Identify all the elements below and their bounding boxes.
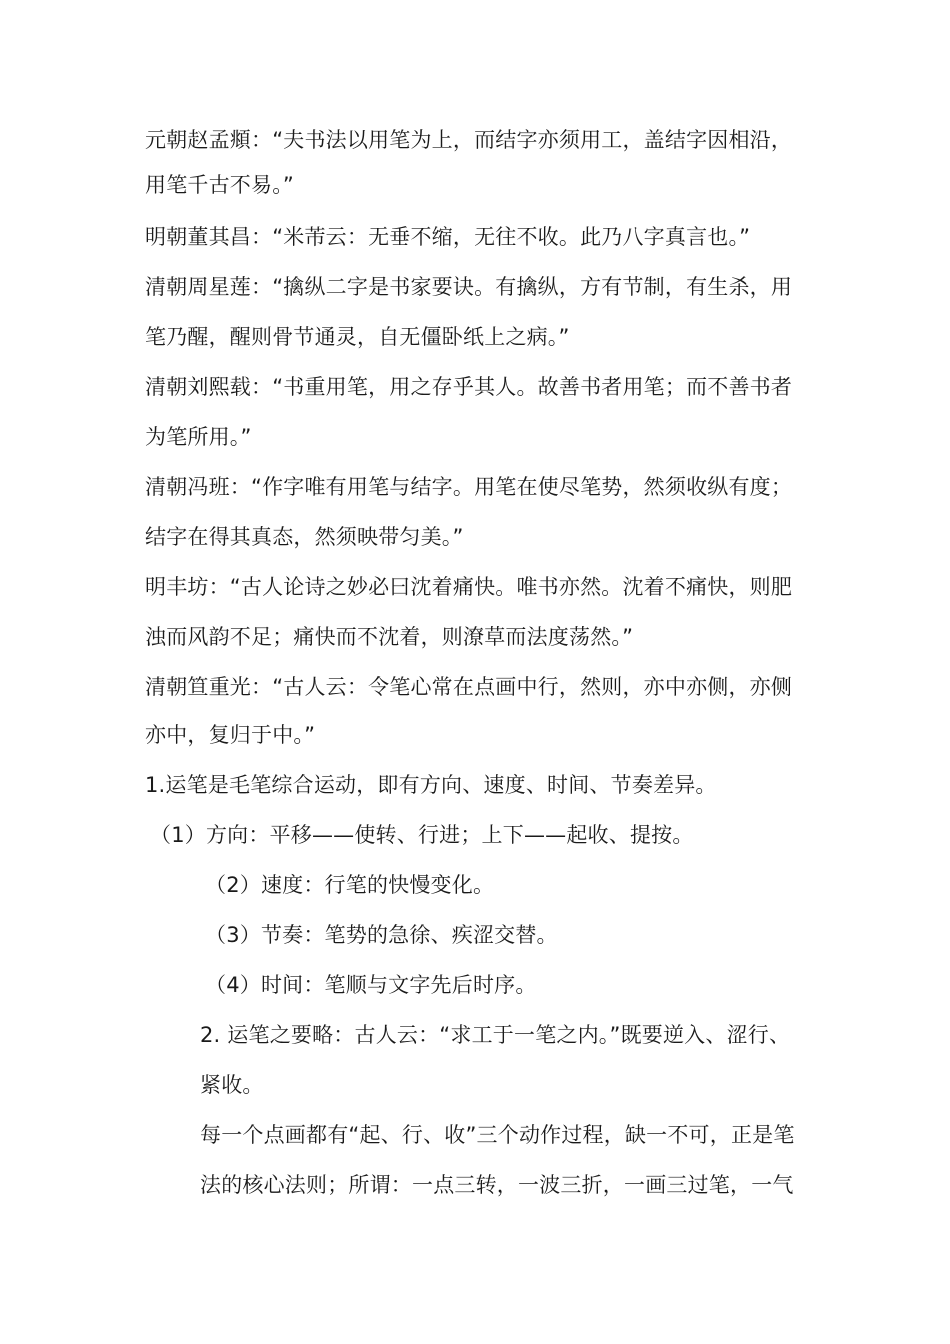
text-line: 元朝赵孟頫：“夫书法以用笔为上，而结字亦须用工，盖结字因相沿， (145, 128, 793, 152)
text-line: 笔乃醒，醒则骨节通灵，自无僵卧纸上之病。” (145, 325, 570, 349)
text-line: 法的核心法则；所谓：一点三转，一波三折，一画三过笔，一气 (200, 1173, 794, 1197)
text-line: 清朝刘熙载：“书重用笔，用之存乎其人。故善书者用笔；而不善书者 (145, 375, 793, 399)
text-line: （4）时间：笔顺与文字先后时序。 (205, 973, 537, 997)
text-line: 每一个点画都有“起、行、收”三个动作过程，缺一不可，正是笔 (200, 1123, 795, 1147)
text-line: （1）方向：平移——使转、行进；上下——起收、提按。 (150, 823, 694, 847)
text-line: （2）速度：行笔的快慢变化。 (205, 873, 495, 897)
text-line: 为笔所用。” (145, 425, 252, 449)
text-line: 浊而风韵不足；痛快而不沈着，则潦草而法度荡然。” (145, 625, 634, 649)
text-line: 明朝董其昌：“米芾云：无垂不缩，无往不收。此乃八字真言也。” (145, 225, 751, 249)
text-line: 清朝笪重光：“古人云：令笔心常在点画中行，然则，亦中亦侧，亦侧 (145, 675, 793, 699)
text-line: 2. 运笔之要略：古人云：“求工于一笔之内。”既要逆入、涩行、 (200, 1023, 791, 1047)
text-line: 明丰坊：“古人论诗之妙必曰沈着痛快。唯书亦然。沈着不痛快，则肥 (145, 575, 793, 599)
text-line: 用笔千古不易。” (145, 173, 294, 197)
text-line: 亦中，复归于中。” (145, 723, 316, 747)
text-line: 结字在得其真态，然须映带匀美。” (145, 525, 464, 549)
text-line: 紧收。 (200, 1073, 264, 1097)
text-line: 清朝冯班：“作字唯有用笔与结字。用笔在使尽笔势，然须收纵有度； (145, 475, 793, 499)
text-line: （3）节奏：笔势的急徐、疾涩交替。 (205, 923, 558, 947)
text-line: 1.运笔是毛笔综合运动，即有方向、速度、时间、节奏差异。 (145, 773, 717, 797)
text-line: 清朝周星莲：“擒纵二字是书家要诀。有擒纵，方有节制，有生杀，用 (145, 275, 793, 299)
